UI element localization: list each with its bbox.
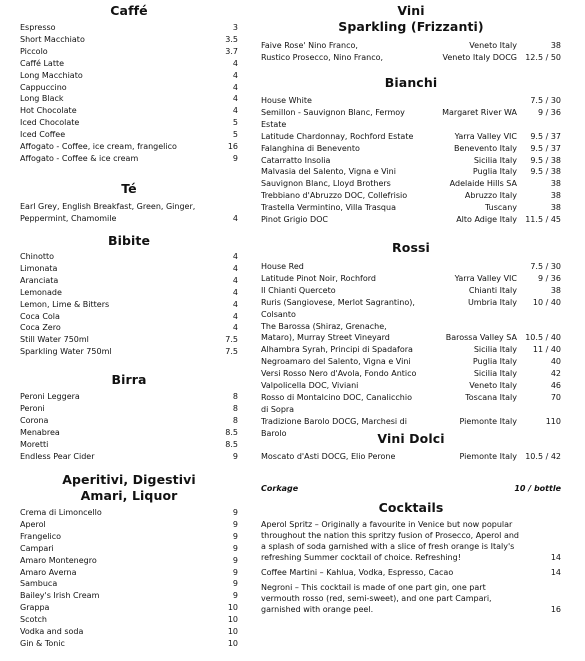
item-region: Yarra Valley VIC (454, 273, 517, 283)
menu-item (20, 391, 238, 403)
item-name: Campari (20, 543, 54, 553)
section-title-vini-dolci: Vini Dolci (377, 431, 445, 446)
item-name: Moscato d'Asti DOCG, Elio Perone (261, 452, 396, 461)
item-price: 7.5 / 30 (530, 262, 561, 271)
item-name: Amaro Montenegro (20, 555, 97, 565)
item-price: 4 (232, 263, 238, 273)
section-title-cocktails: Cocktails (378, 500, 444, 515)
menu-item (20, 311, 238, 323)
item-name: Vodka and soda (20, 627, 84, 637)
item-price: 42 (550, 369, 561, 379)
menu-item (20, 403, 238, 415)
item-name: Versi Rosso Nero d'Avola, Fondo Antico (261, 369, 417, 379)
item-price: 4 (232, 311, 238, 321)
menu-item (20, 201, 238, 225)
menu-item (20, 334, 238, 346)
item-region: Adelaide Hills SA (449, 179, 517, 189)
item-price: 9 / 36 (537, 107, 561, 117)
cocktail-description: Negroni – This cocktail is made of one part gin, one part vermouth rosso (red, semi-sweet), and one part Campari, garnished with orange peel. (261, 583, 492, 614)
item-name: Ruris (Sangiovese, Merlot Sagrantino), Colsanto (261, 297, 415, 319)
menu-item (261, 451, 561, 463)
item-name: Bailey's Irish Cream (20, 591, 100, 601)
item-name: Faive Rose' Nino Franco, (261, 41, 358, 50)
item-name: Aperol (20, 519, 46, 529)
item-name: Falanghina di Benevento (261, 143, 360, 153)
corkage-row (261, 483, 561, 495)
item-region: Barossa Valley SA (445, 333, 517, 343)
menu-item (20, 105, 238, 117)
item-name: House White (261, 96, 312, 105)
section-items-rossi (261, 261, 561, 440)
item-price: 9 (232, 451, 238, 461)
item-price: 3.5 (225, 34, 238, 44)
menu-item (261, 321, 561, 345)
item-price: 10 (227, 615, 238, 625)
item-name: Il Chianti Querceto (261, 285, 336, 295)
menu-item (261, 380, 561, 392)
item-price: 9 / 36 (537, 273, 561, 283)
menu-item (20, 590, 238, 602)
menu-item (261, 261, 561, 273)
item-name: Espresso (20, 23, 56, 32)
menu-item (261, 214, 561, 226)
menu-item (20, 153, 238, 165)
item-name: Chinotto (20, 252, 55, 261)
item-name: Peroni (20, 403, 45, 413)
section-items-bianchi (261, 95, 561, 226)
item-name: Earl Grey, English Breakfast, Green, Ginger, Peppermint, Chamomile (20, 202, 196, 223)
item-price: 9.5 / 37 (530, 131, 561, 141)
menu-item (20, 82, 238, 94)
item-price: 3.7 (225, 46, 238, 56)
item-price: 38 (550, 41, 561, 50)
item-region: Puglia Italy (472, 357, 517, 367)
item-price: 7.5 (225, 347, 238, 357)
cocktail-price: 16 (550, 605, 561, 614)
menu-item (261, 40, 561, 52)
item-price: 8 (232, 415, 238, 425)
item-name: Sparkling Water 750ml (20, 347, 112, 357)
item-price: 10 (227, 627, 238, 637)
item-price: 4 (232, 252, 238, 261)
menu-item (20, 22, 238, 34)
menu-item (261, 143, 561, 155)
cocktail-description: Aperol Spritz – Originally a favourite in Venice but now popular throughout the nation this spritzy fusion of Prosecco, Aperol and a splash of soda garnished with a slice of fresh orange is Italy's refreshing Summer cocktail of choice. Refreshing! (261, 520, 519, 562)
section-title-sparkling-frizzanti: Vini Sparkling (Frizzanti) (338, 3, 484, 34)
item-name: Latitude Pinot Noir, Rochford (261, 273, 376, 283)
item-price: 8.5 (225, 439, 238, 449)
menu-item (261, 190, 561, 202)
item-region: Sicilia Italy (473, 369, 517, 379)
item-name: Piccolo (20, 46, 48, 56)
item-name: Moretti (20, 439, 49, 449)
item-name: Sambuca (20, 579, 58, 589)
item-price: 9.5 / 37 (530, 143, 561, 153)
item-price: 38 (550, 191, 561, 201)
menu-item (20, 507, 238, 519)
item-price: 9 (232, 153, 238, 163)
item-name: Endless Pear Cider (20, 451, 95, 461)
section-title-bianchi: Bianchi (384, 75, 438, 90)
menu-item (20, 346, 238, 358)
item-name: Limonata (20, 263, 58, 273)
item-name: Iced Coffee (20, 130, 66, 140)
menu-item (20, 614, 238, 626)
item-name: Gin & Tonic (20, 638, 65, 648)
item-price: 9.5 / 38 (530, 167, 561, 177)
menu-item (20, 299, 238, 311)
item-name: Malvasia del Salento, Vigna e Vini (261, 167, 396, 177)
item-price: 4 (232, 106, 238, 116)
item-name: Coca Cola (20, 311, 60, 321)
item-region: Benevento Italy (453, 143, 517, 153)
item-price: 4 (232, 82, 238, 92)
item-name: Grappa (20, 603, 50, 613)
section-title-rossi: Rossi (392, 240, 430, 255)
item-name: Caffé Latte (20, 58, 65, 68)
section-items-cocktails (261, 519, 561, 619)
menu-item (261, 344, 561, 356)
menu-item (20, 543, 238, 555)
item-name: Alhambra Syrah, Principi di Spadafora (261, 345, 413, 355)
item-name: Rosso di Montalcino DOC, Canalicchio di Sopra (261, 392, 412, 414)
item-region: Sicilia Italy (473, 155, 517, 165)
menu-item (20, 638, 238, 650)
section-items-vini-dolci (261, 451, 561, 463)
item-price: 16 (227, 142, 238, 152)
cocktail-item (261, 519, 561, 563)
menu-item (261, 202, 561, 214)
item-region: Sicilia Italy (473, 345, 517, 355)
section-title-birra: Birra (111, 372, 147, 387)
item-price: 4 (232, 275, 238, 285)
item-price: 11 / 40 (532, 345, 561, 355)
item-price: 10 / 40 (532, 297, 561, 307)
item-name: Scotch (20, 615, 47, 625)
item-region: Umbria Italy (467, 297, 517, 307)
menu-item (20, 322, 238, 334)
section-items-sparkling-frizzanti (261, 40, 561, 64)
item-price: 8 (232, 392, 238, 401)
menu-item (20, 519, 238, 531)
item-price: 10.5 / 42 (525, 452, 561, 461)
item-price: 9 (232, 579, 238, 589)
item-name: Menabrea (20, 427, 60, 437)
item-region: Chianti Italy (468, 285, 517, 295)
item-name: The Barossa (Shiraz, Grenache, Mataro), Murray Street Vineyard (261, 321, 390, 343)
item-name: Lemonade (20, 287, 62, 297)
item-name: Long Black (20, 94, 64, 104)
section-items-bibite (20, 251, 238, 358)
item-price: 9 (232, 508, 238, 517)
menu-item (261, 155, 561, 167)
item-region: Veneto Italy (469, 41, 517, 50)
menu-item (261, 107, 561, 131)
item-region: Margaret River WA (442, 107, 517, 117)
menu-item (20, 567, 238, 579)
item-region: Tuscany (484, 203, 517, 213)
item-price: 4 (232, 58, 238, 68)
item-price: 8 (232, 403, 238, 413)
item-price: 7.5 (225, 335, 238, 345)
menu-item (20, 251, 238, 263)
menu-item (20, 602, 238, 614)
item-region: Veneto Italy (469, 381, 517, 391)
menu-item (20, 129, 238, 141)
item-name: Negroamaro del Salento, Vigna e Vini (261, 357, 411, 367)
section-title-caff: Caffé (110, 3, 148, 18)
section-title-bibite: Bibite (107, 233, 151, 248)
item-name: Rustico Prosecco, Nino Franco, (261, 52, 384, 62)
item-price: 110 (545, 416, 561, 426)
menu-item (261, 273, 561, 285)
menu-item (20, 46, 238, 58)
item-price: 9 (232, 531, 238, 541)
menu-item (20, 451, 238, 463)
item-price: 38 (550, 203, 561, 213)
cocktail-price: 14 (550, 553, 561, 562)
item-name: Hot Chocolate (20, 106, 77, 116)
cocktail-item (261, 582, 561, 615)
item-name: Affogato - Coffee, ice cream, frangelico (20, 142, 177, 152)
menu-item (261, 178, 561, 190)
item-name: Lemon, Lime & Bitters (20, 299, 110, 309)
item-price: 4 (232, 70, 238, 80)
corkage-price: 10 / bottle (514, 484, 561, 493)
menu-item (20, 626, 238, 638)
item-price: 10.5 / 40 (525, 333, 561, 343)
item-price: 4 (232, 94, 238, 104)
item-name: Short Macchiato (20, 34, 85, 44)
menu-item (261, 368, 561, 380)
item-region: Piemonte Italy (459, 452, 517, 461)
item-name: Iced Chocolate (20, 118, 80, 128)
item-price: 8.5 (225, 427, 238, 437)
item-price: 4 (232, 323, 238, 333)
item-price: 46 (550, 381, 561, 391)
item-price: 5 (232, 130, 238, 140)
item-name: House Red (261, 262, 304, 271)
item-price: 7.5 / 30 (530, 96, 561, 105)
item-region: Alto Adige Italy (456, 215, 517, 225)
menu-item (261, 131, 561, 143)
section-items-amari-liquor (20, 507, 238, 650)
item-name: Semillon - Sauvignon Blanc, Fermoy Estate (261, 107, 405, 129)
item-region: Puglia Italy (472, 167, 517, 177)
menu-item (20, 117, 238, 129)
item-price: 5 (232, 118, 238, 128)
menu-item (20, 439, 238, 451)
item-name: Aranciata (20, 275, 59, 285)
item-region: Veneto Italy DOCG (442, 52, 517, 62)
item-name: Cappuccino (20, 82, 67, 92)
item-region: Abruzzo Italy (464, 191, 517, 201)
menu-item (261, 166, 561, 178)
menu-item (20, 263, 238, 275)
item-name: Amaro Averna (20, 567, 77, 577)
menu-item (261, 285, 561, 297)
section-items-birra (20, 391, 238, 462)
menu-item (20, 427, 238, 439)
item-name: Frangelico (20, 531, 62, 541)
item-price: 38 (550, 179, 561, 189)
menu-item (20, 275, 238, 287)
item-name: Catarratto Insolia (261, 155, 331, 165)
item-price: 9 (232, 591, 238, 601)
menu-item (20, 141, 238, 153)
item-price: 4 (232, 287, 238, 297)
item-name: Latitude Chardonnay, Rochford Estate (261, 131, 414, 141)
menu-item (261, 95, 561, 107)
menu-item (20, 70, 238, 82)
item-name: Sauvignon Blanc, Lloyd Brothers (261, 179, 391, 189)
item-name: Pinot Grigio DOC (261, 215, 329, 225)
item-name: Tradizione Barolo DOCG, Marchesi di Barolo (261, 416, 407, 438)
item-name: Crema di Limoncello (20, 508, 102, 517)
item-price: 12.5 / 50 (525, 52, 561, 62)
item-price: 4 (232, 299, 238, 309)
item-price: 9.5 / 38 (530, 155, 561, 165)
item-price: 40 (550, 357, 561, 367)
menu-item (20, 578, 238, 590)
menu-item (20, 531, 238, 543)
item-name: Long Macchiato (20, 70, 83, 80)
item-price: 9 (232, 519, 238, 529)
cocktail-price: 14 (550, 568, 561, 577)
corkage-label: Corkage (261, 484, 299, 493)
item-price: 4 (232, 213, 238, 223)
item-region: Yarra Valley VIC (454, 131, 517, 141)
item-price: 70 (550, 392, 561, 402)
item-region: Toscana Italy (465, 392, 517, 402)
menu-item (20, 93, 238, 105)
section-title-t: Té (121, 181, 137, 196)
item-price: 9 (232, 555, 238, 565)
item-price: 10 (227, 638, 238, 648)
menu-item (261, 297, 561, 321)
item-price: 11.5 / 45 (525, 215, 561, 225)
menu-item (20, 287, 238, 299)
menu-item (261, 392, 561, 416)
item-name: Trastella Vermintino, Villa Trasqua (261, 203, 396, 213)
section-items-t (20, 201, 238, 225)
item-name: Valpolicella DOC, Viviani (261, 381, 359, 391)
item-name: Coca Zero (20, 323, 61, 333)
menu-item (20, 555, 238, 567)
menu-item (261, 52, 561, 64)
item-name: Peroni Leggera (20, 392, 80, 401)
menu-item (20, 58, 238, 70)
item-name: Trebbiano d'Abruzzo DOC, Collefrisio (261, 191, 408, 201)
section-items-caff (20, 22, 238, 165)
cocktail-description: Coffee Martini – Kahlua, Vodka, Espresso, Cacao (261, 568, 454, 577)
menu-item (20, 415, 238, 427)
item-name: Still Water 750ml (20, 335, 89, 345)
item-name: Corona (20, 415, 49, 425)
item-price: 10 (227, 603, 238, 613)
menu-item (261, 356, 561, 368)
item-price: 9 (232, 543, 238, 553)
section-title-amari-liquor: Aperitivi, Digestivi Amari, Liquor (62, 472, 196, 503)
item-price: 38 (550, 285, 561, 295)
item-name: Affogato - Coffee & ice cream (20, 153, 139, 163)
menu-item (20, 34, 238, 46)
item-region: Piemonte Italy (459, 416, 517, 426)
item-price: 3 (232, 23, 238, 32)
cocktail-item (261, 567, 561, 578)
item-price: 9 (232, 567, 238, 577)
